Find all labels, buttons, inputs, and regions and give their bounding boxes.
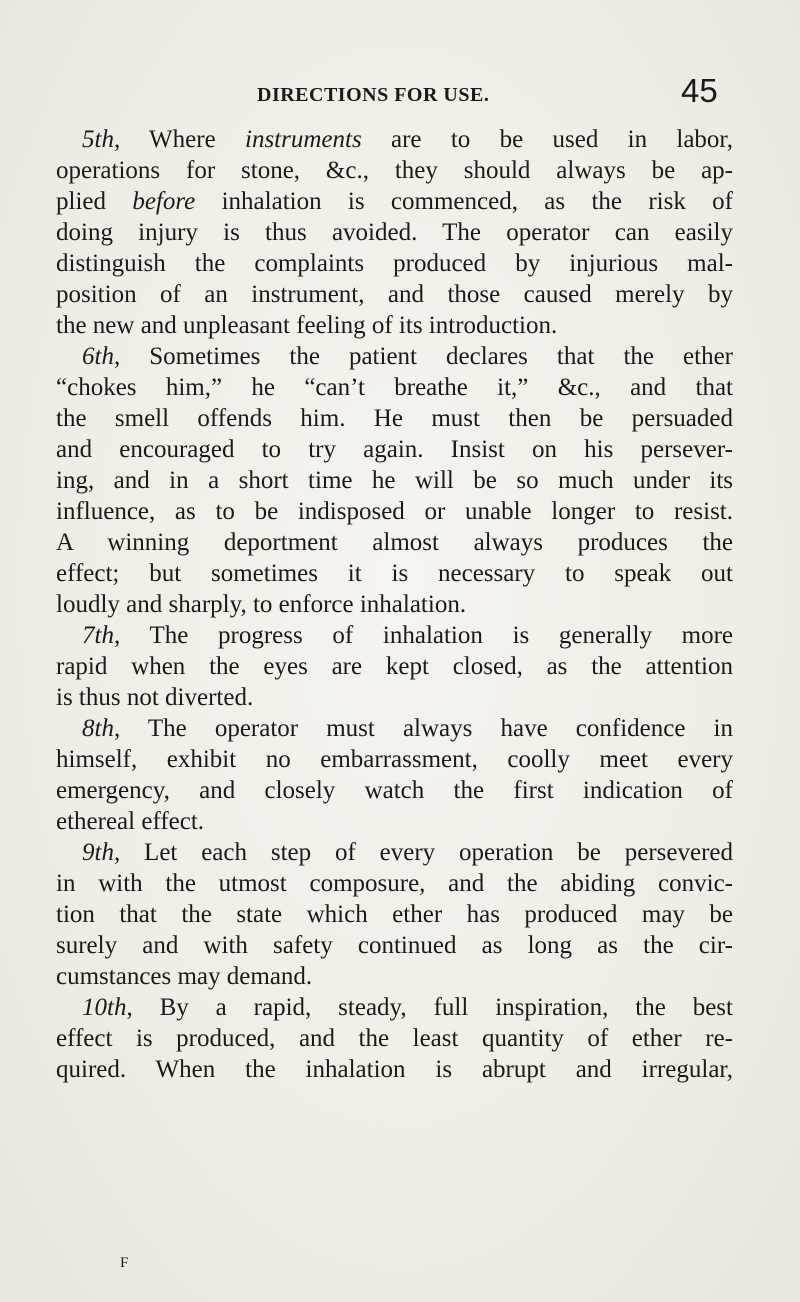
text-line: himself, exhibit no embarrassment, coolly meet every — [56, 746, 733, 773]
text-line: 5th, Where instruments are to be used in labor, — [82, 126, 733, 153]
page-header — [0, 72, 800, 112]
text-line: position of an instrument, and those caused merely by — [56, 281, 733, 308]
text-line: ethereal effect. — [56, 808, 205, 835]
text-line: loudly and sharply, to enforce inhalation. — [56, 591, 467, 618]
text-line: the new and unpleasant feeling of its introduction. — [56, 312, 558, 339]
text-line: effect; but sometimes it is necessary to speak out — [56, 560, 733, 587]
text-line: distinguish the complaints produced by injurious mal- — [56, 250, 733, 277]
text-line: emergency, and closely watch the first indication of — [56, 777, 733, 804]
text-line: tion that the state which ether has produced may be — [56, 901, 733, 928]
text-line: “chokes him,” he “can’t breathe it,” &c., and that — [56, 374, 733, 401]
text-line: surely and with safety continued as long as the cir- — [56, 932, 733, 959]
text-line: influence, as to be indisposed or unable longer to resist. — [56, 498, 733, 525]
text-line: cumstances may demand. — [56, 963, 313, 990]
text-line: is thus not diverted. — [56, 684, 254, 711]
text-line: rapid when the eyes are kept closed, as the attention — [56, 653, 733, 680]
text-line: effect is produced, and the least quantity of ether re- — [56, 1025, 733, 1052]
text-line: 8th, The operator must always have confidence in — [82, 715, 733, 742]
text-line: in with the utmost composure, and the abiding convic- — [56, 870, 733, 897]
text-line: doing injury is thus avoided. The operator can easily — [56, 219, 733, 246]
page-number: 45 — [681, 72, 718, 109]
running-head: DIRECTIONS FOR USE. — [257, 84, 490, 106]
text-line: 6th, Sometimes the patient declares that the ether — [82, 343, 733, 370]
text-line: and encouraged to try again. Insist on his persever- — [56, 436, 733, 463]
text-line: quired. When the inhalation is abrupt and irregular, — [56, 1056, 733, 1083]
text-line: 7th, The progress of inhalation is generally more — [82, 622, 733, 649]
text-line: plied before inhalation is commenced, as the risk of — [56, 188, 733, 215]
text-line: operations for stone, &c., they should always be ap- — [56, 157, 733, 184]
text-line: A winning deportment almost always produces the — [56, 529, 733, 556]
text-line: 9th, Let each step of every operation be persevered — [82, 839, 733, 866]
signature-mark: F — [120, 1255, 129, 1271]
text-line: 10th, By a rapid, steady, full inspiration, the best — [82, 994, 733, 1021]
text-line: ing, and in a short time he will be so much under its — [56, 467, 733, 494]
text-line: the smell offends him. He must then be persuaded — [56, 405, 733, 432]
body-text — [56, 124, 733, 1085]
